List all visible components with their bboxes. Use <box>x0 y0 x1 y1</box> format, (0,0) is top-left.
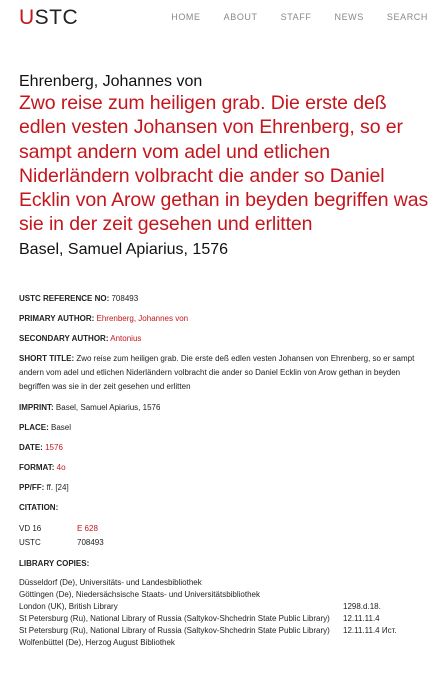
place-value: Basel <box>51 423 72 432</box>
library-row <box>19 577 429 589</box>
nav-staff-link[interactable]: STAFF <box>280 12 312 22</box>
library-name: Göttingen (De), Niedersächsische Staats- und Universitätsbibliothek <box>19 590 261 599</box>
library-shelfmark: 12.11.11.4 <box>343 614 380 623</box>
library-copies-label: LIBRARY COPIES: <box>19 559 90 568</box>
short-title-label: SHORT TITLE: <box>19 354 75 363</box>
library-name: St Petersburg (Ru), National Library of Russia (Saltykov-Shchedrin State Public Library) <box>19 614 330 623</box>
short-title-value: Zwo reise zum heiligen grab. Die erste deß edlen vesten Johansen von Ehrenberg, so er sampt andern vom adel und etlichen Niderländern volbracht die ander so Daniel Ecklin von Arow gethan in beyden begriffen was sie in der zeit gesehen und erlitten <box>19 354 415 391</box>
ref-value: 708493 <box>111 294 139 303</box>
citation-section <box>19 501 429 549</box>
site-header <box>0 0 440 36</box>
secondary-author-link[interactable]: Antonius <box>110 334 142 343</box>
place-label: PLACE: <box>19 423 49 432</box>
primary-author-row <box>19 312 429 325</box>
library-shelfmark <box>343 637 429 649</box>
date-row <box>19 441 429 454</box>
date-link[interactable]: 1576 <box>45 443 63 452</box>
ppff-value: ff. [24] <box>46 483 69 492</box>
ppff-row <box>19 481 429 494</box>
imprint-row <box>19 401 429 414</box>
library-row <box>19 589 429 601</box>
record-details <box>19 292 429 649</box>
nav-news-link[interactable]: NEWS <box>334 12 364 22</box>
logo-letters-stc: STC <box>34 6 79 29</box>
library-row <box>19 601 429 613</box>
library-row <box>19 625 429 637</box>
record-heading <box>19 72 429 261</box>
library-row <box>19 613 429 625</box>
nav-search-link[interactable]: SEARCH <box>386 12 428 22</box>
primary-author-link[interactable]: Ehrenberg, Johannes von <box>96 314 189 323</box>
primary-author-label: PRIMARY AUTHOR: <box>19 314 95 323</box>
record-title: Zwo reise zum heiligen grab. Die erste deß edlen vesten Johansen von Ehrenberg, so er sampt andern vom adel und etlichen Niderländern volbracht die ander so Daniel Ecklin von Arow gethan in beyden begriffen was sie in der zeit gesehen und erlitten <box>19 92 429 236</box>
citation-source: VD 16 <box>19 524 42 533</box>
ppff-label: PP/FF: <box>19 483 45 492</box>
library-name: Wolfenbüttel (De), Herzog August Bibliothek <box>19 638 175 647</box>
place-row <box>19 421 429 434</box>
ustc-logo[interactable] <box>19 6 78 30</box>
format-label: FORMAT: <box>19 463 55 472</box>
imprint-value: Basel, Samuel Apiarius, 1576 <box>55 403 161 412</box>
citation-table <box>19 522 429 549</box>
nav-about-link[interactable]: ABOUT <box>223 12 258 22</box>
format-link[interactable]: 4o <box>56 463 66 472</box>
record-author: Ehrenberg, Johannes von <box>19 73 203 90</box>
citation-value: 708493 <box>77 538 104 547</box>
citation-link[interactable]: E 628 <box>77 524 98 533</box>
secondary-author-label: SECONDARY AUTHOR: <box>19 334 109 343</box>
library-row <box>19 637 429 649</box>
citation-source: USTC <box>19 538 41 547</box>
library-name: St Petersburg (Ru), National Library of Russia (Saltykov-Shchedrin State Public Library) <box>19 626 330 635</box>
format-row <box>19 461 429 474</box>
secondary-author-row <box>19 332 429 345</box>
logo-letter-u: U <box>19 6 35 29</box>
short-title-row <box>19 352 429 394</box>
main-nav <box>148 12 428 22</box>
library-shelfmark <box>343 577 429 589</box>
library-name: Düsseldorf (De), Universitäts- und Landesbibliothek <box>19 578 202 587</box>
nav-home-link[interactable]: HOME <box>171 12 201 22</box>
library-shelfmark: 1298.d.18. <box>343 602 381 611</box>
library-name: London (UK), British Library <box>19 602 118 611</box>
library-section <box>19 557 429 649</box>
imprint-label: IMPRINT: <box>19 403 54 412</box>
ref-row <box>19 292 429 305</box>
citation-label: CITATION: <box>19 503 59 512</box>
ref-label: USTC REFERENCE NO: <box>19 294 110 303</box>
library-shelfmark <box>343 589 429 601</box>
record-imprint: Basel, Samuel Apiarius, 1576 <box>19 240 229 258</box>
library-shelfmark: 12.11.11.4 Ист. <box>343 626 397 635</box>
date-label: DATE: <box>19 443 43 452</box>
